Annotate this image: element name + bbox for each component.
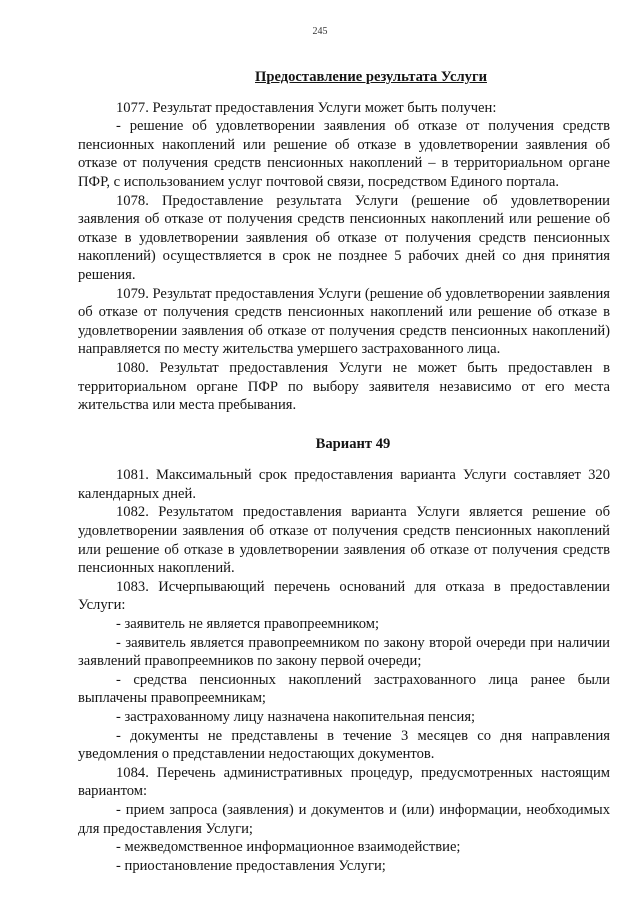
paragraph-1081: 1081. Максимальный срок предоставления варианта Услуги составляет 320 календарных дней. [78,467,610,502]
list-item: - средства пенсионных накоплений застрахованного лица ранее были выплачены правопреемникам; [78,671,610,707]
list-item: - заявитель является правопреемником по закону второй очереди при наличии заявлений правопреемников по закону первой очереди; [78,634,610,670]
paragraph-1082: 1082. Результатом предоставления варианта Услуги является решение об удовлетворении заявления об отказе от получения средств пенсионных накоплений или решение об отказе в удовлетворении заявления об отказе от получения средств пенсионных накоплений. [78,504,610,577]
paragraph-1078: 1078. Предоставление результата Услуги (решение об удовлетворении заявления об отказе от получения средств пенсионных накоплений или решение об отказе в удовлетворении заявления об отказе от получения средств пенсионных накоплений) осуществляется в срок не позднее 5 рабочих дней со дня принятия решения. [78,192,610,283]
section-heading-variant-49: Вариант 49 [315,435,391,452]
section-heading-result: Предоставление результата Услуги [255,69,487,85]
paragraph-1077-item: - решение об удовлетворении заявления об отказе от получения средств пенсионных накоплений или решение об отказе в удовлетворении заявления об отказе от получения средств пенсионных накоплений – в территориальном органе ПФР, с использованием услуг почтовой связи, посредством Единого портала. [78,118,610,190]
paragraph-1083: 1083. Исчерпывающий перечень оснований для отказа в предоставлении Услуги: [78,578,610,614]
page-number: 245 [312,26,328,37]
list-item: - прием запроса (заявления) и документов и (или) информации, необходимых для предоставления Услуги; [78,801,610,837]
paragraph-1080: 1080. Результат предоставления Услуги не может быть предоставлен в территориальном органе ПФР по выбору заявителя независимо от его места жительства или места пребывания. [78,359,610,414]
paragraph-1084: 1084. Перечень административных процедур, предусмотренных настоящим вариантом: [78,764,610,800]
list-item: - застрахованному лицу назначена накопительная пенсия; [116,709,476,725]
list-item: - межведомственное информационное взаимодействие; [116,839,461,856]
paragraph-1079: 1079. Результат предоставления Услуги (решение об удовлетворении заявления об отказе от получения средств пенсионных накоплений или решение об отказе в удовлетворении заявления об отказе от получения средств пенсионных накоплений) направляется по месту жительства умершего застрахованного лица. [78,285,610,358]
list-item: - заявитель не является правопреемником; [116,616,380,633]
list-item: - приостановление предоставления Услуги; [116,857,386,874]
paragraph-1077: 1077. Результат предоставления Услуги может быть получен: [116,99,497,116]
list-item: - документы не представлены в течение 3 месяцев со дня направления уведомления о представлении недостающих документов. [78,727,610,763]
document-body [78,68,610,875]
